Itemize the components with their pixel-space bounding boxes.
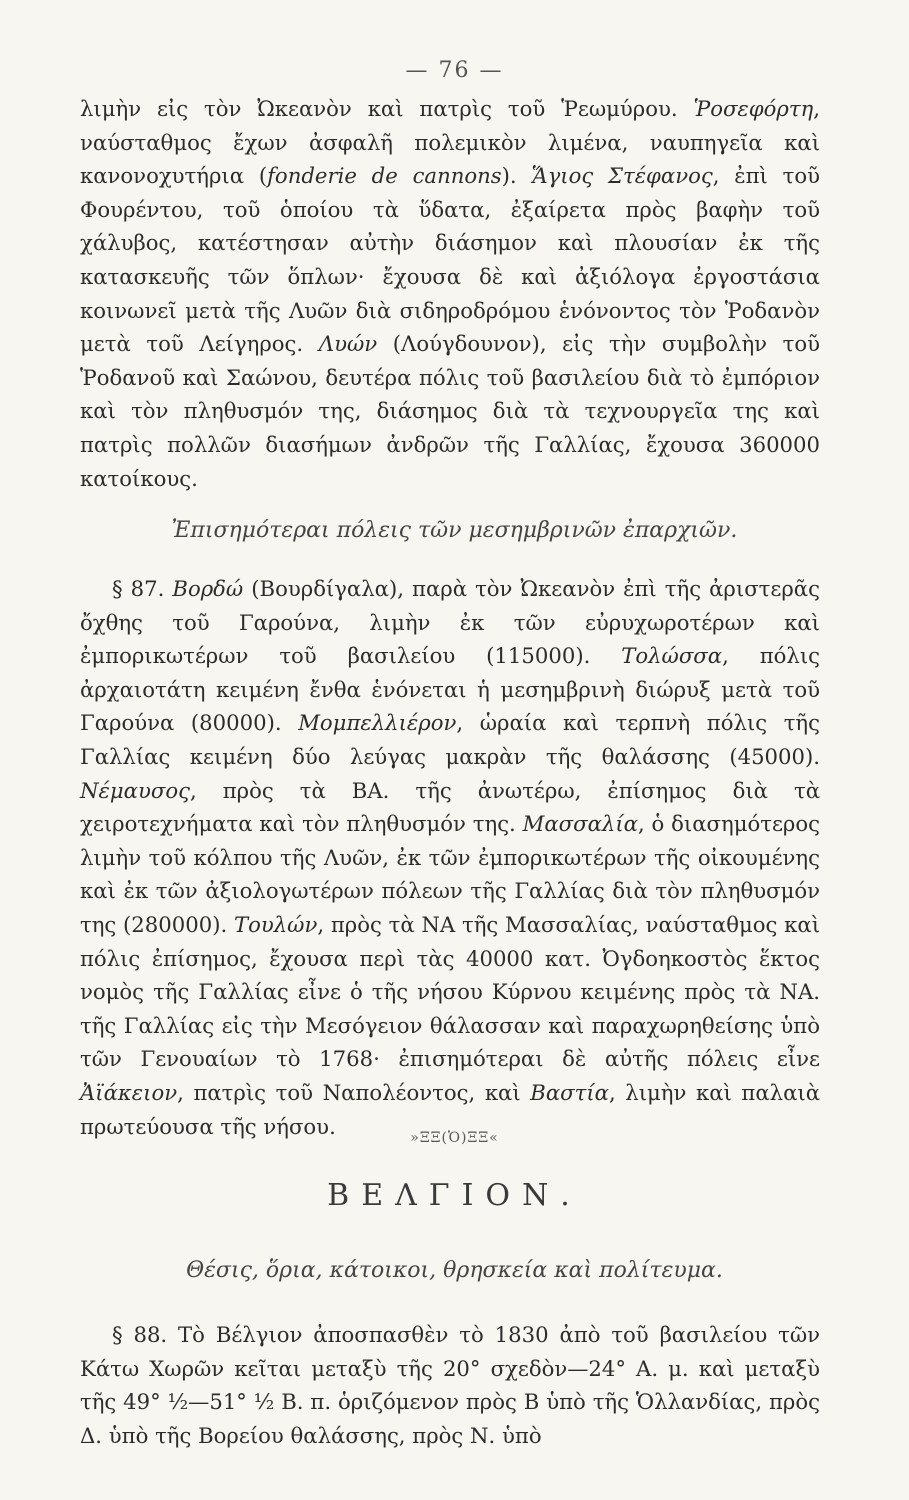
city-name: Βαστία	[530, 1079, 609, 1105]
city-name: Νέμαυσος	[80, 777, 190, 803]
text-run: , ὁ διασημότερος λιμὴν τοῦ κόλπου τῆς Λυῶν, ἐκ τῶν ἐμπορικωτέρων τῆς οἰκουμένης καὶ ἐκ τῶν ἀξιολογωτέρων πόλεων τῆς Γαλλίας διὰ τὸν πληθυσμόν της (280000).	[80, 811, 821, 937]
text-run: , πρὸς τὰ ΒΑ. τῆς ἀνωτέρω, ἐπίσημος διὰ τὰ χειροτεχνήματα καὶ τὸν πληθυσμόν της.	[80, 777, 820, 837]
text-run: (Βουρδίγαλα), παρὰ τὸν Ὠκεανὸν ἐπὶ τῆς ἀριστερᾶς ὄχθης τοῦ Γαρούνα, λιμὴν ἐκ τῶν εὐρυχωροτέρων καὶ ἐμπορικωτέρων τοῦ βασιλείου (115000).	[80, 576, 820, 669]
text-run: (Λούγδουνον), εἰς τὴν συμβολὴν τοῦ Ῥοδανοῦ καὶ Σαώνου, δευτέρα πόλις τοῦ βασιλείου διὰ τὸ ἐμπόριον καὶ τὸν πληθυσμόν της, διάσημος διὰ τὰ τεχνουργεῖα της καὶ πατρὶς πολλῶν διασήμων ἀνδρῶν τῆς Γαλλίας, ἔχουσα 360000 κατοίκους.	[80, 331, 821, 491]
text-run: , πρὸς τὰ ΝΑ τῆς Μασσαλίας, ναύσταθμος καὶ πόλις ἐπίσημος, ἔχουσα περὶ τὰς 40000 κατ. Ὀγδοηκοστὸς ἕκτος νομὸς τῆς Γαλλίας εἶνε ὁ τῆς νήσου Κύρνου κειμένης πρὸς τὰ ΝΑ. τῆς Γαλλίας εἰς τὴν Μεσόγειον θάλασσαν καὶ παραχωρηθείσης ὑπὸ τῶν Γενουαίων τὸ 1768· ἐπισημότεραι δὲ αὐτῆς πόλεις εἶνε	[80, 911, 821, 1072]
city-name: Μομπελλιέρον	[298, 710, 457, 736]
text-run: , ἐπὶ τοῦ Φουρέντου, τοῦ ὁποίου τὰ ὕδατα, ἐξαίρετα πρὸς βαφὴν τοῦ χάλυβος, κατέστησαν αὐτὴν διάσημον καὶ πλουσίαν ἐκ τῆς κατασκευῆς τῶν ὅπλων· ἔχουσα δὲ καὶ ἀξιόλογα ἐργοστάσια κοινωνεῖ μετὰ τῆς Λυῶν διὰ σιδηροδρόμου ἑνόνοντος τὸν Ῥοδανὸν μετὰ τοῦ Λείγηρος.	[80, 163, 820, 357]
city-name: Βορδώ	[172, 576, 244, 601]
section-title: ΒΕΛΓΙΟΝ.	[327, 1178, 582, 1213]
city-name: Ἅγιος Στέφανος	[531, 163, 713, 189]
city-name: Μασσαλία	[522, 811, 638, 837]
text-run: , λιμὴν καὶ παλαιὰ πρωτεύουσα τῆς νήσου.	[80, 1079, 821, 1139]
city-name: Τουλών	[233, 911, 318, 937]
city-name: Λυών	[318, 331, 378, 357]
subheading-southern-cities: Ἐπισημότεραι πόλεις τῶν μεσημβρινῶν ἐπαρχιῶν.	[171, 518, 738, 543]
page-number: — 76 —	[405, 58, 504, 83]
text-run: , ὡραία καὶ τερπνὴ πόλις τῆς Γαλλίας κειμένη δύο λεύγας μακρὰν τῆς θαλάσσης (45000).	[80, 710, 820, 769]
paragraph-cities-north	[80, 92, 820, 495]
city-name: Τολώσσα	[621, 643, 723, 669]
text-run: , ναύσταθμος ἔχων ἀσφαλῆ πολεμικὸν λιμένα, ναυπηγεῖα καὶ κανονοχυτήρια (	[80, 96, 820, 189]
french-term: fonderie de cannons	[267, 163, 502, 189]
city-name: Ἀϊάκειον	[80, 1079, 178, 1105]
text-run: λιμὴν εἰς τὸν Ὠκεανὸν καὶ πατρὶς τοῦ Ῥεωμύρου.	[80, 96, 694, 121]
city-name: Ῥοσεφόρτη	[693, 96, 814, 121]
ornament-divider: »ΞΞ(Ὁ)ΞΞ«	[410, 1130, 499, 1146]
subheading-belgium: Θέσις, ὅρια, κάτοικοι, θρησκεία καὶ πολίτευμα.	[186, 1258, 723, 1283]
text-run: , πατρὶς τοῦ Ναπολέοντος, καὶ	[177, 1079, 531, 1105]
text-run: ).	[501, 163, 532, 189]
text-run: , πόλις ἀρχαιοτάτη κειμένη ἔνθα ἑνόνεται ἡ μεσημβρινὴ διώρυξ μετὰ τοῦ Γαρούνα (80000).	[80, 643, 820, 736]
text-run: § 87.	[112, 576, 173, 601]
paragraph-section-87	[80, 572, 820, 1143]
paragraph-section-88	[80, 1318, 820, 1452]
text-run: § 88. Τὸ Βέλγιον ἀποσπασθὲν τὸ 1830 ἀπὸ τοῦ βασιλείου τῶν Κάτω Χωρῶν κεῖται μεταξὺ τῆς 20° σχεδὸν—24° Α. μ. καὶ μεταξὺ τῆς 49° ½—51° ½ Β. π. ὁριζόμενον πρὸς Β ὑπὸ τῆς Ὁλλανδίας, πρὸς Δ. ὑπὸ τῆς Βορείου θαλάσσης, πρὸς Ν. ὑπὸ	[80, 1322, 820, 1448]
